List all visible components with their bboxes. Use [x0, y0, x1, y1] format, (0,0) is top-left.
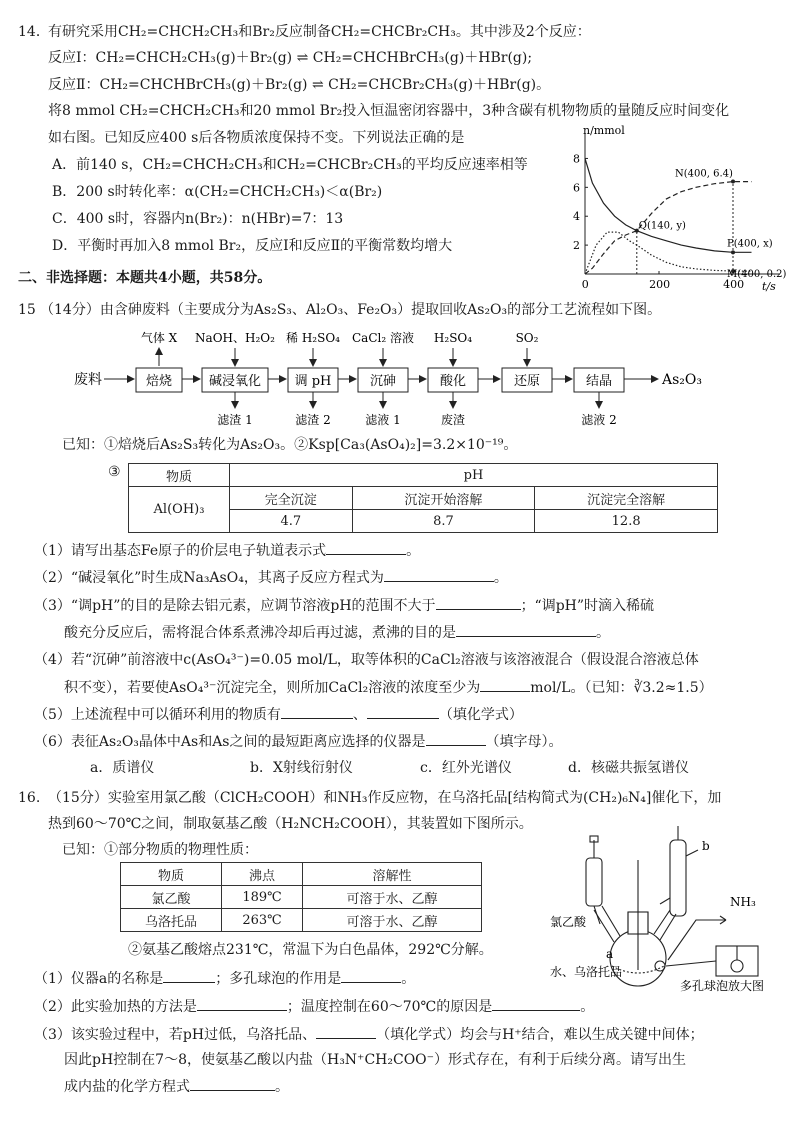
- q15-sub-1: （1）请写出基态Fe原子的价层电子轨道表示式 。: [34, 540, 420, 561]
- q14-option-b: B．200 s时转化率：α(CH₂=CHCH₂CH₃)＜α(Br₂): [52, 184, 383, 200]
- data-point: [731, 180, 735, 184]
- q15-sub-5-hint: （填化学式）: [438, 707, 523, 723]
- q15-sub-2: （2）“碱浸氧化”时生成Na₃AsO₄，其离子反应方程式为 。: [34, 567, 508, 588]
- apparatus-label-nh3: NH₃: [730, 895, 756, 909]
- q15-table-header-ph: pH: [230, 464, 718, 487]
- flow-step-2: 碱浸氧化: [208, 374, 262, 389]
- q15-sub-3-text-a: （3）“调pH”的目的是除去铝元素，应调节溶液pH的范围不大于: [34, 598, 436, 614]
- q16-sub-3-cont-2: 成内盐的化学方程式 。: [64, 1076, 289, 1097]
- y-tick-label: 8: [573, 152, 580, 166]
- y-tick-label: 4: [573, 210, 580, 224]
- q16-row1-substance: 氯乙酸: [121, 886, 222, 909]
- q16-th-bp: 沸点: [222, 863, 303, 886]
- q15-sub-1-text: （1）请写出基态Fe原子的价层电子轨道表示式: [34, 543, 327, 559]
- point-label: P(400, x): [727, 238, 773, 250]
- data-point: [731, 250, 735, 254]
- answer-blank[interactable]: [190, 1076, 275, 1091]
- answer-blank[interactable]: [163, 968, 215, 983]
- flow-top-2: NaOH、H₂O₂: [195, 331, 275, 345]
- apparatus-label-water: 水、乌洛托品: [550, 965, 623, 979]
- q15-option-d: d．核磁共振氢谱仪: [568, 760, 689, 776]
- q16-row2-solubility: 可溶于水、乙醇: [303, 909, 482, 932]
- flow-start: 废料: [74, 372, 102, 388]
- q16-row2-substance: 乌洛托品: [121, 909, 222, 932]
- x-tick-label: 200: [649, 278, 671, 291]
- q15-sub-2-text: （2）“碱浸氧化”时生成Na₃AsO₄，其离子反应方程式为: [34, 570, 384, 586]
- flow-step-5: 酸化: [439, 374, 467, 389]
- q15-table-mark: ③: [108, 464, 121, 480]
- point-label: M(400, 0.2): [727, 269, 787, 281]
- q16-sub-2-text-b: ；温度控制在60～70℃的原因是: [286, 999, 493, 1015]
- answer-blank[interactable]: [480, 677, 530, 692]
- q15-flowchart: [60, 328, 740, 428]
- q15-sub-4: （4）若“沉砷”前溶液中c(AsO₄³⁻)=0.05 mol/L，取等体积的CaCl₂溶液与该溶液混合（假设混合溶液总体: [34, 652, 699, 668]
- q16-sub-3-text-b: （填化学式）均会与H⁺结合，难以生成关键中间体；: [376, 1027, 704, 1043]
- q15-sub-3: [34, 595, 654, 616]
- flow-bottom-2: 滤渣 1: [217, 413, 253, 427]
- q16-sub-1-text-a: （1）仪器a的名称是: [34, 971, 164, 987]
- flow-step-7: 结晶: [585, 374, 613, 389]
- flow-step-1: 焙烧: [145, 374, 173, 389]
- q14-option-d: D．平衡时再加入8 mmol Br₂，反应Ⅰ和反应Ⅱ的平衡常数均增大: [52, 238, 453, 254]
- q16-sub-1-text-b: ；多孔球泡的作用是: [215, 971, 342, 987]
- q16-known-2: ②氨基乙酸熔点231℃，常温下为白色晶体，292℃分解。: [128, 942, 493, 958]
- q15-sub-5-sep: 、: [352, 707, 367, 723]
- q14-option-a: A．前140 s，CH₂=CHCH₂CH₃和CH₂=CHCBr₂CH₃的平均反应速率相等: [52, 157, 528, 173]
- apparatus-label-chloroacetic: 氯乙酸: [550, 915, 587, 929]
- q14-number: 14．: [18, 24, 50, 40]
- x-tick-label: 400: [723, 278, 745, 291]
- answer-blank[interactable]: [326, 540, 406, 555]
- q14-text-1: 将8 mmol CH₂=CHCH₂CH₃和20 mmol Br₂投入恒温密闭容器中，3种含碳有机物物质的量随反应时间变化: [48, 103, 730, 119]
- answer-blank[interactable]: [281, 704, 353, 719]
- q14-chart: [555, 124, 800, 294]
- y-tick-label: 6: [573, 181, 580, 195]
- answer-blank[interactable]: [341, 968, 401, 983]
- q14-reaction-1: 反应Ⅰ：CH₂=CHCH₂CH₃(g)＋Br₂(g) ⇌ CH₂=CHCHBrCH₃(g)＋HBr(g);: [48, 50, 533, 66]
- flow-top-6: SO₂: [515, 331, 539, 345]
- q15-sub-6-text: （6）表征As₂O₃晶体中As和As之间的最短距离应选择的仪器是: [34, 734, 426, 750]
- section-2-heading: 二、非选择题：本题共4小题，共58分。: [18, 270, 272, 286]
- q15-table-col-3: 沉淀完全溶解: [535, 487, 718, 510]
- q16-sub-3-text-a: （3）该实验过程中，若pH过低，乌洛托品、: [34, 1027, 317, 1043]
- q15-sub-6-hint: （填字母）。: [485, 734, 563, 750]
- q14-intro: 有研究采用CH₂=CHCH₂CH₃和Br₂反应制备CH₂=CHCBr₂CH₃。其中涉及2个反应：: [48, 24, 591, 40]
- q15-sub-3-text-b: ；“调pH”时滴入稀硫: [520, 598, 655, 614]
- q16-sub-3-text-d: 成内盐的化学方程式: [64, 1079, 190, 1095]
- answer-blank[interactable]: [367, 704, 439, 719]
- q15-table-val-2: 8.7: [352, 510, 535, 533]
- q14-text-2: 如右图。已知反应400 s后各物质浓度保持不变。下列说法正确的是: [48, 130, 465, 146]
- flow-bottom-3: 滤渣 2: [295, 413, 331, 427]
- q16-sub-3-cont: 因此pH控制在7～8，使氨基乙酸以内盐（H₃N⁺CH₂COO⁻）形式存在，有利于后续分离。请写出生: [64, 1052, 687, 1068]
- q15-option-a: a．质谱仪: [90, 760, 155, 776]
- flow-top-5: H₂SO₄: [433, 331, 473, 345]
- q15-table-substance: Al(OH)₃: [129, 487, 230, 533]
- q15-option-c: c．红外光谱仪: [420, 760, 512, 776]
- q15-table-val-1: 4.7: [230, 510, 353, 533]
- flow-step-6: 还原: [513, 374, 541, 389]
- apparatus-label-b: b: [702, 839, 710, 853]
- point-label: N(400, 6.4): [675, 168, 733, 180]
- q15-sub-5: [34, 704, 523, 725]
- q15-ph-table: [128, 463, 718, 533]
- flow-end: As₂O₃: [662, 372, 702, 388]
- x-tick-label: 0: [581, 278, 589, 291]
- q15-sub-4-cont: [64, 677, 713, 698]
- answer-blank[interactable]: [436, 595, 521, 610]
- q16-row2-bp: 263℃: [222, 909, 303, 932]
- q15-known-1: 已知：①焙烧后As₂S₃转化为As₂O₃。②Ksp[Ca₃(AsO₄)₂]=3.2×10⁻¹⁹。: [62, 437, 518, 453]
- q15-sub-3-text-c: 酸充分反应后，需将混合体系煮沸冷却后再过滤，煮沸的目的是: [64, 625, 456, 641]
- q16-sub-3: [34, 1024, 704, 1045]
- flow-bottom-5: 废渣: [440, 413, 466, 427]
- y-tick-label: 2: [573, 239, 580, 253]
- flow-top-1: 气体 X: [140, 331, 178, 345]
- flow-step-3: 调 pH: [294, 374, 332, 389]
- apparatus-label-zoom: 多孔球泡放大图: [680, 979, 765, 993]
- q15-number: 15: [18, 302, 36, 318]
- q16-line-2: 热到60～70℃之间，制取氨基乙酸（H₂NCH₂COOH），其装置如下图所示。: [48, 816, 533, 832]
- y-axis-label: n/mmol: [583, 124, 625, 137]
- q15-option-b: b．X射线衍射仪: [250, 760, 353, 776]
- q16-number: 16.: [18, 790, 41, 806]
- q15-table-col-2: 沉淀开始溶解: [352, 487, 535, 510]
- flow-bottom-4: 滤液 1: [365, 413, 401, 427]
- x-axis-label: t/s: [762, 280, 776, 293]
- flow-top-3: 稀 H₂SO₄: [286, 331, 340, 345]
- q15-table-header-substance: 物质: [129, 464, 230, 487]
- q16-known: 已知：①部分物质的物理性质：: [62, 842, 258, 858]
- q16-th-substance: 物质: [121, 863, 222, 886]
- q16-properties-table: [120, 862, 482, 932]
- answer-blank[interactable]: [426, 731, 486, 746]
- q16-sub-2-text-a: （2）此实验加热的方法是: [34, 999, 197, 1015]
- flow-top-4: CaCl₂ 溶液: [352, 331, 414, 345]
- q15-sub-4-text-b: 积不变），若要使AsO₄³⁻沉淀完全，则所加CaCl₂溶液的浓度至少为: [64, 680, 481, 696]
- q15-sub-6: [34, 731, 563, 752]
- point-label: Q(140, y): [638, 220, 686, 232]
- answer-blank[interactable]: [316, 1024, 376, 1039]
- q16-line-1: （15分）实验室用氯乙酸（ClCH₂COOH）和NH₃作反应物，在乌洛托品[结构简式为(CH₂)₆N₄]催化下，加: [48, 790, 722, 806]
- flow-bottom-7: 滤液 2: [581, 413, 617, 427]
- q16-row1-bp: 189℃: [222, 886, 303, 909]
- q16-sub-1: （1）仪器a的名称是 ；多孔球泡的作用是 。: [34, 968, 415, 989]
- q16-apparatus-diagram: [548, 820, 788, 996]
- answer-blank[interactable]: [197, 996, 287, 1011]
- q15-sub-4-text-c: mol/L。（已知：∛3.2≈1.5）: [530, 680, 713, 696]
- q14-option-c: C．400 s时，容器内n(Br₂)：n(HBr)=7：13: [52, 211, 344, 227]
- answer-blank[interactable]: [492, 996, 580, 1011]
- apparatus-label-a: a: [606, 947, 614, 961]
- q16-th-solubility: 溶解性: [303, 863, 482, 886]
- q16-sub-2: （2）此实验加热的方法是 ；温度控制在60～70℃的原因是 。: [34, 996, 594, 1017]
- q16-row1-solubility: 可溶于水、乙醇: [303, 886, 482, 909]
- q15-sub-5-text: （5）上述流程中可以循环利用的物质有: [34, 707, 281, 723]
- flow-step-4: 沉砷: [369, 374, 397, 389]
- q15-table-val-3: 12.8: [535, 510, 718, 533]
- q15-sub-3-cont: 酸充分反应后，需将混合体系煮沸冷却后再过滤，煮沸的目的是 。: [64, 622, 610, 643]
- answer-blank[interactable]: [456, 622, 596, 637]
- q15-intro: （14分）由含砷废料（主要成分为As₂S₃、Al₂O₃、Fe₂O₃）提取回收As₂O₃的部分工艺流程如下图。: [40, 302, 662, 318]
- q14-reaction-2: 反应Ⅱ：CH₂=CHCHBrCH₃(g)＋Br₂(g) ⇌ CH₂=CHCBr₂CH₃(g)＋HBr(g)。: [48, 77, 551, 93]
- answer-blank[interactable]: [384, 567, 494, 582]
- q15-table-col-1: 完全沉淀: [230, 487, 353, 510]
